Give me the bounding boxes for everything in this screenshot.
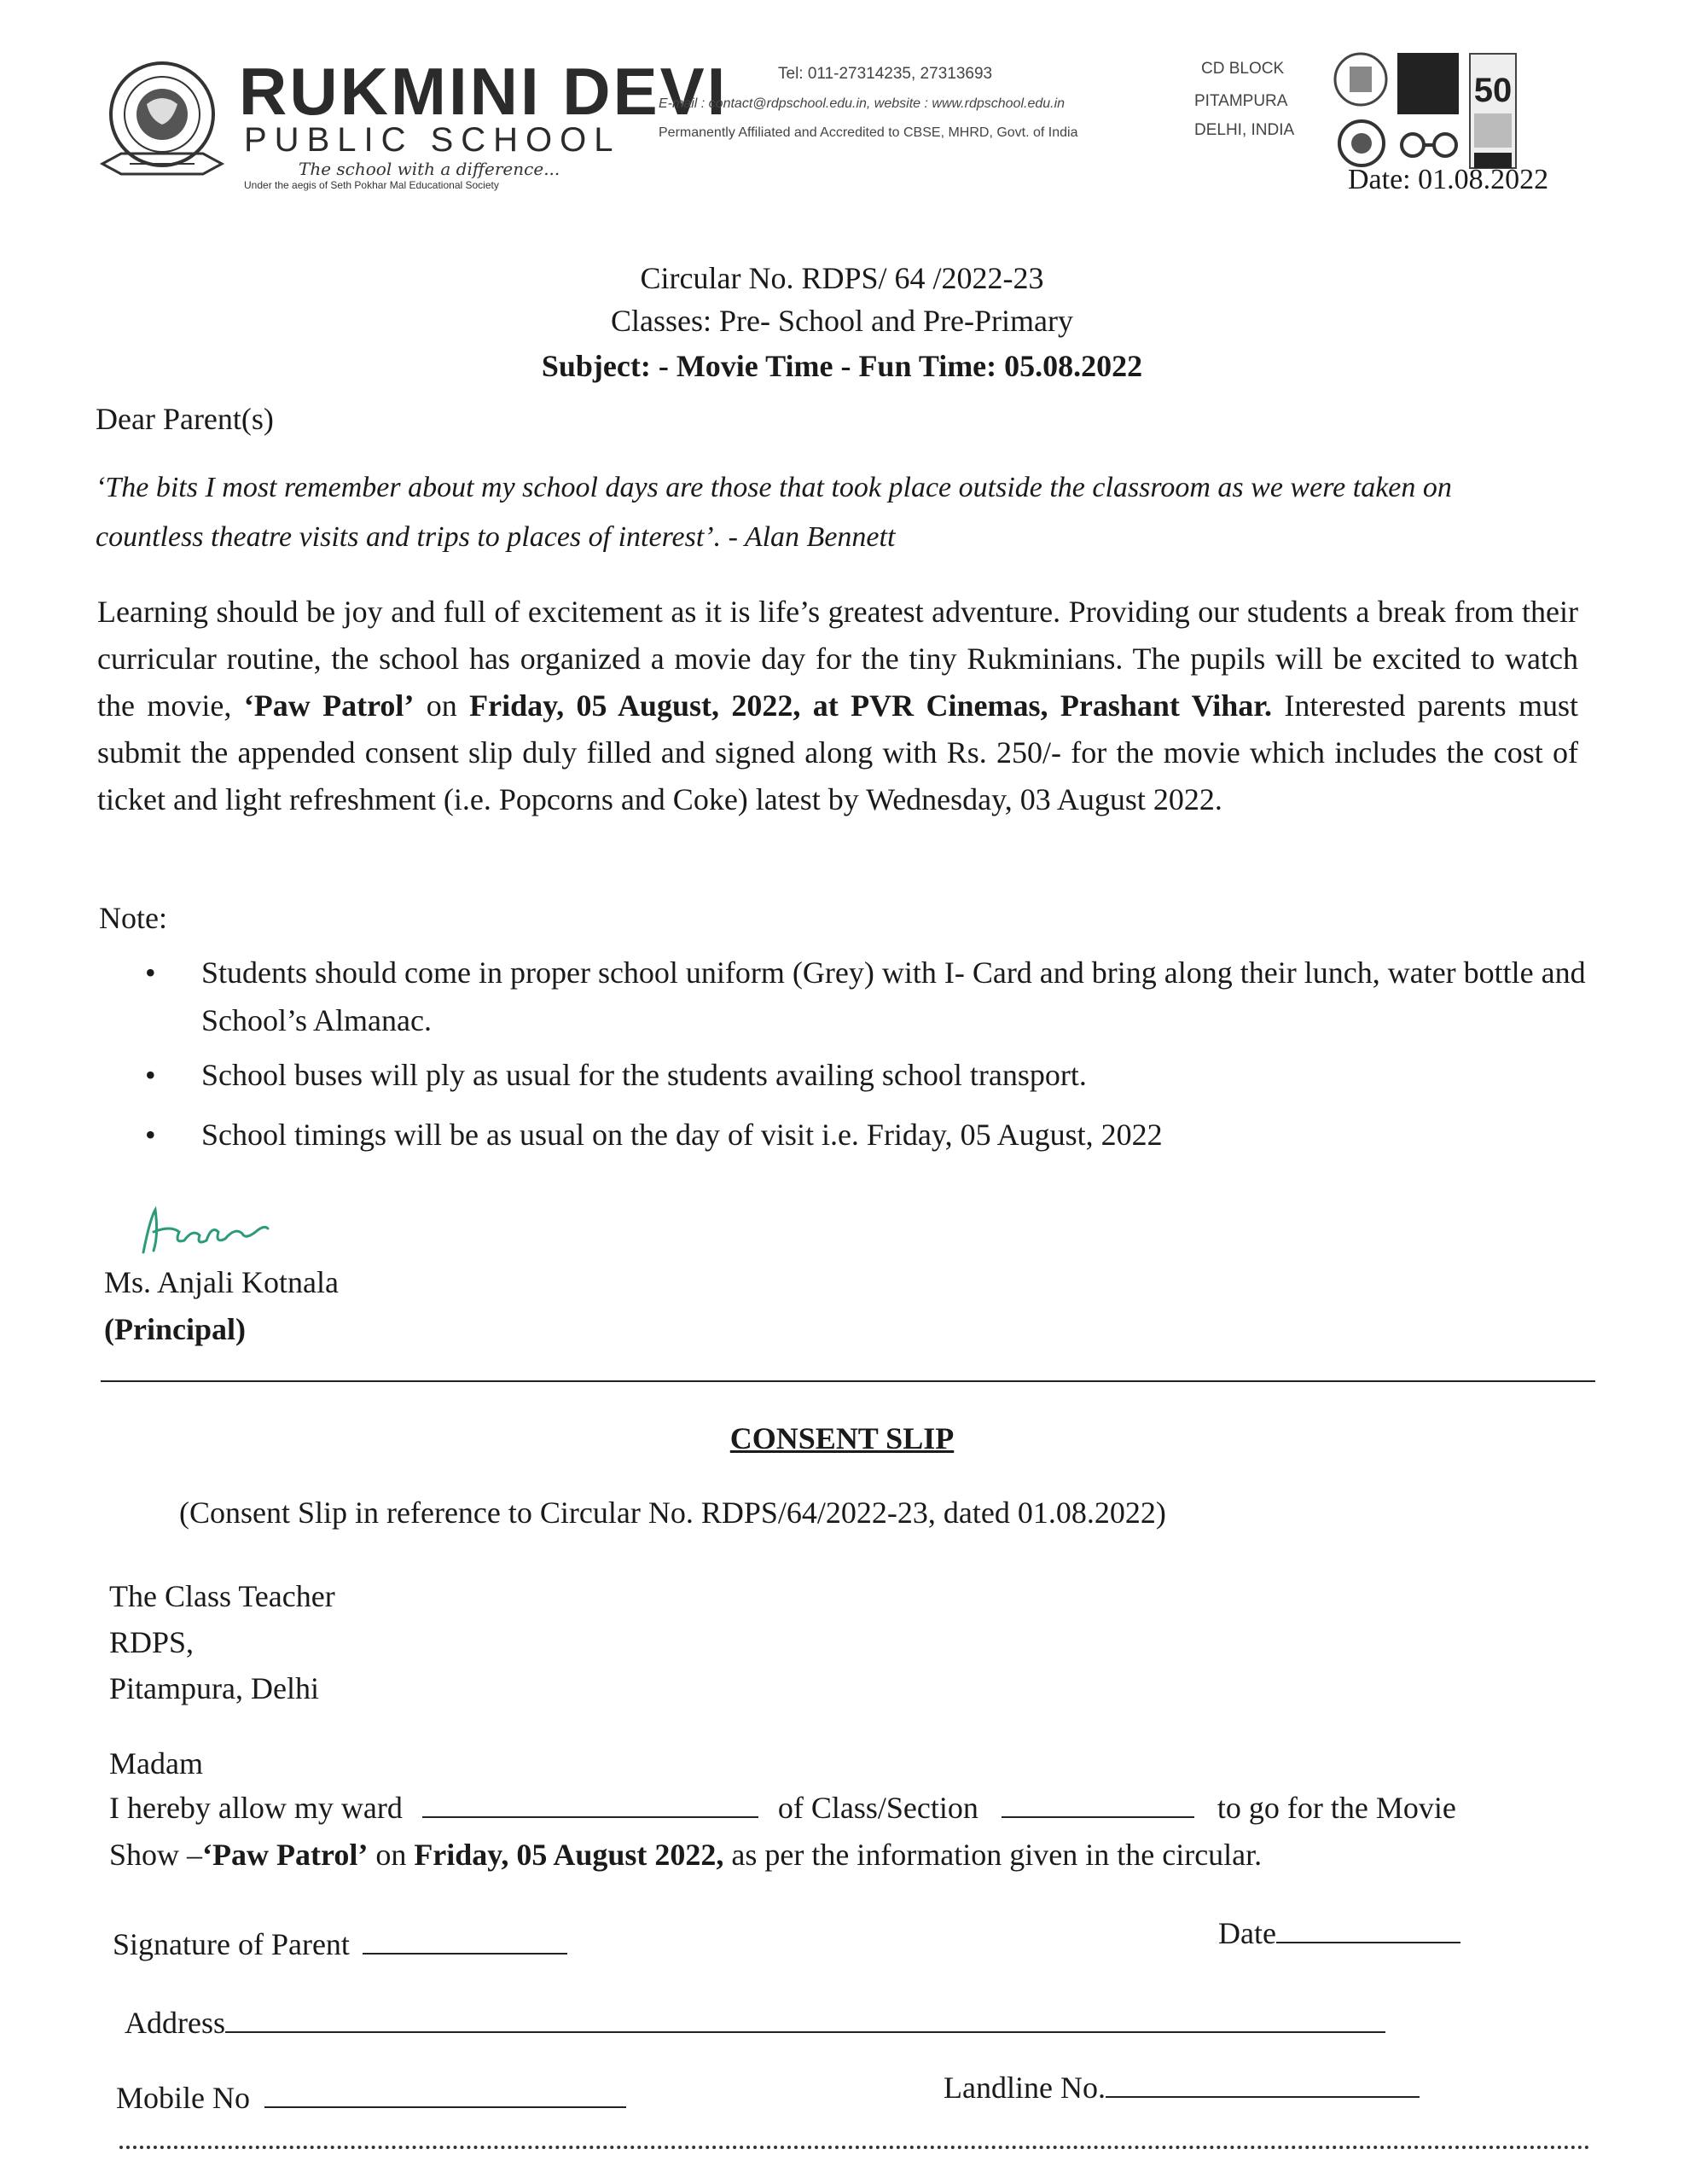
show-text-1: Show –	[109, 1838, 203, 1872]
landline-field[interactable]	[1106, 2096, 1420, 2098]
address-line-1: CD BLOCK	[1201, 60, 1285, 78]
parent-signature-label: Signature of Parent	[113, 1927, 350, 1961]
school-tagline: The school with a difference...	[299, 159, 560, 179]
circular-subject: Subject: - Movie Time - Fun Time: 05.08.2022	[541, 349, 1143, 383]
lions-emblem-icon	[1336, 118, 1387, 169]
school-name-line1: RUKMINI DEVI	[239, 54, 729, 129]
principal-title: (Principal)	[104, 1312, 246, 1346]
circular-number: Circular No. RDPS/ 64 /2022-23	[640, 261, 1044, 295]
movie-name: ‘Paw Patrol’	[243, 688, 415, 723]
cut-line	[119, 2146, 1590, 2149]
show-text-2: on	[368, 1838, 415, 1872]
date-field[interactable]	[1276, 1942, 1460, 1943]
show-date: Friday, 05 August 2022,	[414, 1838, 724, 1872]
award-badge-icon	[1397, 53, 1459, 114]
recipient-line-3: Pitampura, Delhi	[109, 1671, 319, 1705]
telephone: Tel: 011-27314235, 27313693	[778, 65, 993, 83]
list-item: • School buses will ply as usual for the students availing school transport.	[145, 1051, 1587, 1099]
address-row	[125, 2005, 1385, 2041]
allow-line	[109, 1790, 1594, 1826]
consent-reference: (Consent Slip in reference to Circular No. RDPS/64/2022-23, dated 01.08.2022)	[179, 1496, 1166, 1530]
paragraph-part-2: on	[414, 688, 470, 723]
landline-label: Landline No.	[944, 2071, 1106, 2105]
allow-text-3: to go for the Movie	[1217, 1791, 1456, 1825]
quote-line-2: countless theatre visits and trips to places of interest’. - Alan Bennett	[96, 521, 896, 553]
ranking-badge	[1469, 53, 1517, 169]
address-line-2: PITAMPURA	[1194, 92, 1288, 110]
movie-date-venue: Friday, 05 August, 2022, at PVR Cinemas, Prashant Vihar.	[469, 688, 1272, 723]
school-name-line2: PUBLIC SCHOOL	[244, 121, 621, 159]
ward-name-field[interactable]	[422, 1816, 758, 1818]
spectacles-emblem-icon	[1394, 126, 1466, 160]
show-line	[109, 1837, 1262, 1873]
paragraph-part-3: Interested parents must submit the appended consent slip duly filled and signed along with Rs. 250/- for the movie which includes the cost of ticket and light refreshment (i.e. Popcorns and Coke) latest by Wednesday, 03 August 2022.	[97, 688, 1578, 816]
show-text-3: as per the information given in the circular.	[723, 1838, 1263, 1872]
note-item-3: School timings will be as usual on the day of visit i.e. Friday, 05 August, 2022	[201, 1118, 1163, 1152]
circular-classes: Classes: Pre- School and Pre-Primary	[611, 304, 1073, 338]
mobile-label: Mobile No	[116, 2081, 250, 2115]
date-row	[1218, 1915, 1460, 1951]
note-label: Note:	[99, 901, 167, 935]
address-label: Address	[125, 2006, 225, 2040]
salutation: Madam	[109, 1746, 203, 1780]
parent-signature-field[interactable]	[363, 1953, 567, 1955]
mobile-field[interactable]	[264, 2106, 626, 2108]
circular-date: Date: 01.08.2022	[1348, 164, 1549, 195]
email-website: E-mail : contact@rdpschool.edu.in, website : www.rdpschool.edu.in	[659, 96, 1066, 111]
consent-heading	[0, 1420, 1684, 1456]
list-item: • Students should come in proper school uniform (Grey) with I- Card and bring along their lunch, water bottle and School’s Almanac.	[145, 949, 1587, 1044]
mobile-row	[116, 2080, 626, 2116]
ranking-badge-number: 50	[1473, 72, 1513, 109]
school-emblem-logo	[96, 53, 241, 189]
main-paragraph	[97, 589, 1578, 823]
cbse-emblem-icon	[1333, 51, 1389, 107]
recipient-line-2: RDPS,	[109, 1625, 195, 1659]
show-movie: ‘Paw Patrol’	[202, 1838, 369, 1872]
address-line-3: DELHI, INDIA	[1194, 121, 1295, 139]
divider-line	[101, 1380, 1595, 1382]
quote-line-1: ‘The bits I most remember about my school days are those that took place outside the classroom as we were taken on	[96, 472, 1452, 503]
note-list	[145, 949, 1587, 1159]
class-section-field[interactable]	[1002, 1816, 1194, 1818]
recipient-line-1: The Class Teacher	[109, 1579, 335, 1613]
list-item: • School timings will be as usual on the day of visit i.e. Friday, 05 August, 2022	[145, 1111, 1587, 1159]
paragraph-part-1: Learning should be joy and full of excitement as it is life’s greatest adventure. Providing our students a break from their curricular routine, the school has organized a movie day for the tiny Rukminians. The pupils will be excited to watch the movie,	[97, 595, 1578, 723]
landline-row	[944, 2070, 1420, 2106]
principal-name: Ms. Anjali Kotnala	[104, 1265, 339, 1299]
note-item-2: School buses will ply as usual for the students availing school transport.	[201, 1058, 1087, 1092]
note-item-1: Students should come in proper school uniform (Grey) with I- Card and bring along their lunch, water bottle and School’s Almanac.	[201, 956, 1586, 1037]
consent-heading-text: CONSENT SLIP	[729, 1421, 955, 1455]
allow-text-1: I hereby allow my ward	[109, 1791, 403, 1825]
affiliation: Permanently Affiliated and Accredited to CBSE, MHRD, Govt. of India	[659, 125, 1078, 140]
greeting: Dear Parent(s)	[96, 402, 274, 436]
date-label: Date	[1218, 1916, 1276, 1950]
allow-text-2: of Class/Section	[777, 1791, 978, 1825]
quote	[96, 463, 1580, 562]
school-aegis: Under the aegis of Seth Pokhar Mal Educational Society	[244, 179, 499, 191]
address-field[interactable]	[225, 2031, 1385, 2033]
parent-signature-row	[113, 1926, 567, 1962]
principal-handwritten-signature	[135, 1201, 280, 1269]
